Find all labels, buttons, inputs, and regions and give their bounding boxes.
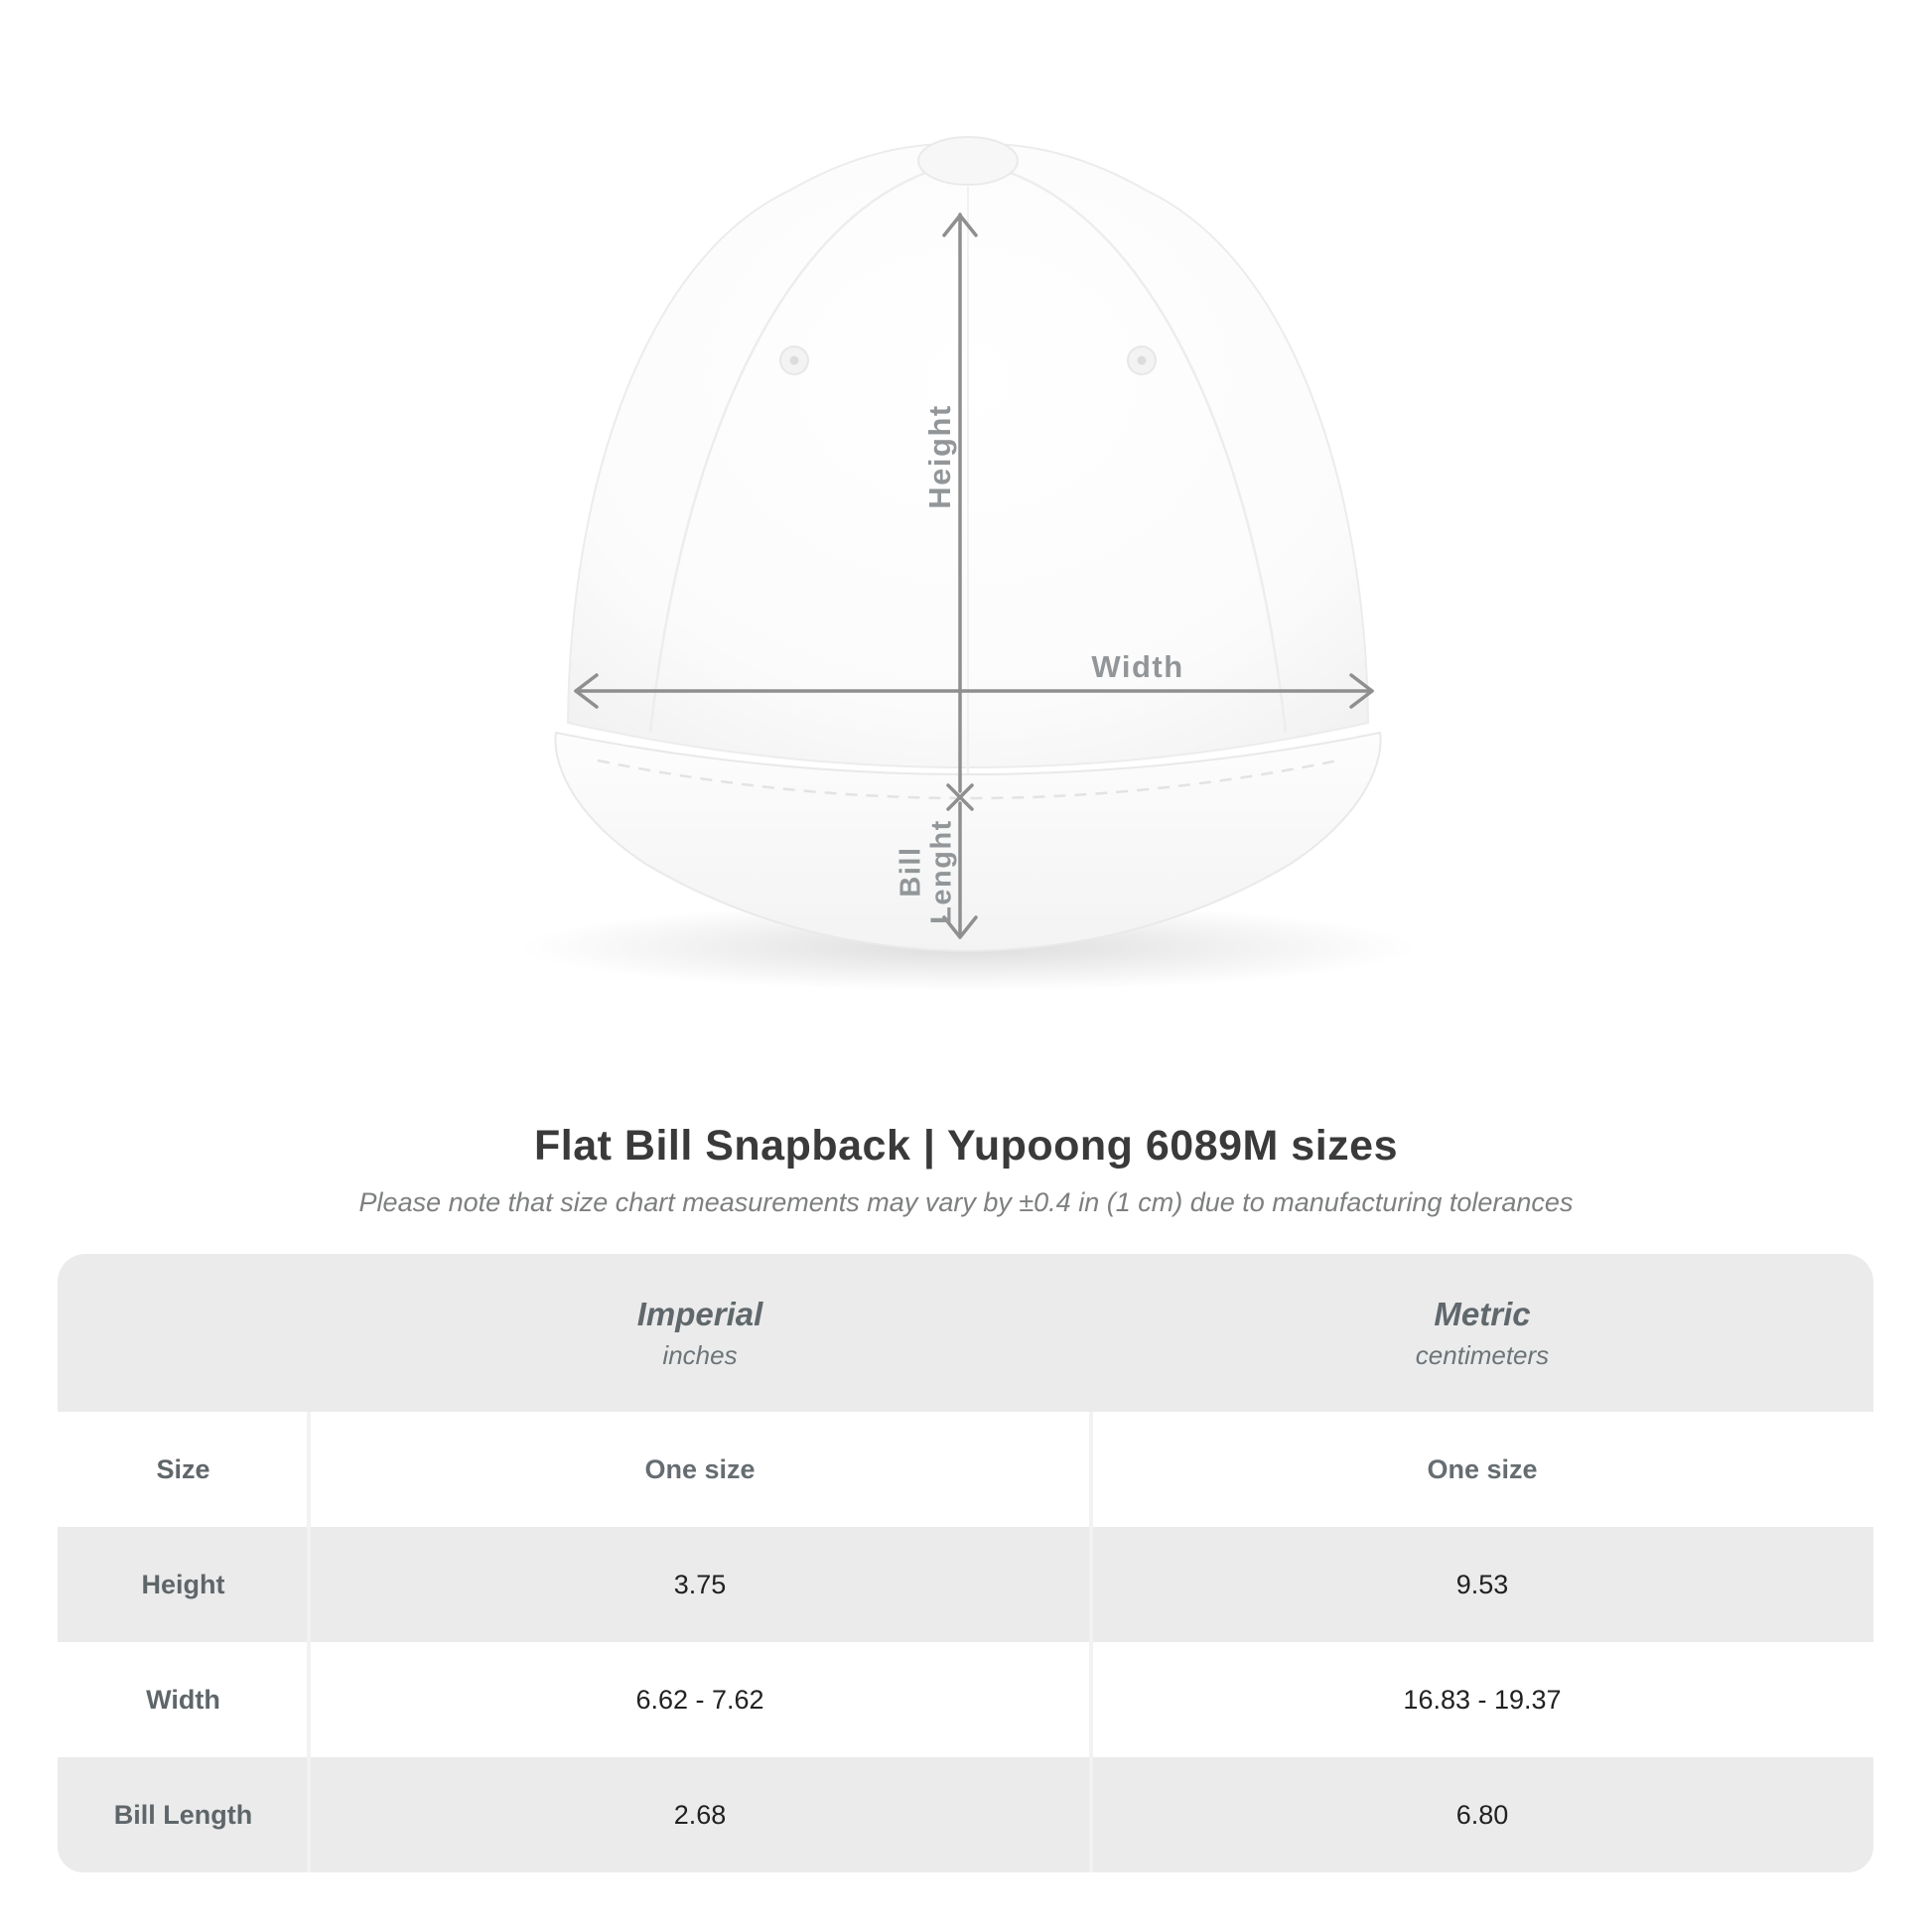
cell-imperial: 3.75 [673, 1569, 727, 1599]
cell-metric: 9.53 [1455, 1569, 1509, 1599]
width-measurement-label: Width [1091, 649, 1184, 684]
height-measurement-label: Height [922, 404, 957, 509]
imperial-unit-label: inches [662, 1339, 738, 1370]
header-spacer-cell [58, 1254, 309, 1412]
row-label: Height [141, 1569, 225, 1599]
cell-imperial: 2.68 [673, 1799, 727, 1830]
table-row-size [58, 1412, 1873, 1527]
bill-length-measurement-label [897, 819, 959, 924]
column-divider [307, 1412, 311, 1872]
row-label: Size [156, 1453, 210, 1484]
column-header-metric [1091, 1254, 1873, 1412]
cap-top-button [918, 137, 1018, 185]
table-header [58, 1254, 1873, 1412]
bill-length-label-line1: Bill [895, 846, 927, 897]
imperial-label: Imperial [636, 1295, 763, 1332]
table-row-width [58, 1642, 1873, 1757]
row-label: Width [146, 1684, 220, 1715]
table-row-height [58, 1527, 1873, 1642]
bill-length-label-line2: Lenght [926, 819, 958, 924]
cell-metric: 6.80 [1455, 1799, 1509, 1830]
cap-eyelet-right [1128, 346, 1156, 374]
page-subtitle: Please note that size chart measurements may vary by ±0.4 in (1 cm) due to manufacturing tolerances [358, 1187, 1574, 1217]
cell-imperial: One size [644, 1453, 756, 1484]
cap-eyelet-left [780, 346, 808, 374]
cell-metric: 16.83 - 19.37 [1403, 1684, 1562, 1715]
metric-label: Metric [1434, 1295, 1531, 1332]
column-header-imperial [309, 1254, 1091, 1412]
column-divider [1089, 1412, 1093, 1872]
cell-metric: One size [1427, 1453, 1538, 1484]
page-title: Flat Bill Snapback | Yupoong 6089M sizes [534, 1122, 1398, 1170]
size-table [58, 1254, 1873, 1872]
metric-unit-label: centimeters [1415, 1339, 1550, 1370]
table-row-bill-length [58, 1757, 1873, 1872]
cell-imperial: 6.62 - 7.62 [635, 1684, 764, 1715]
row-label: Bill Length [113, 1799, 253, 1830]
